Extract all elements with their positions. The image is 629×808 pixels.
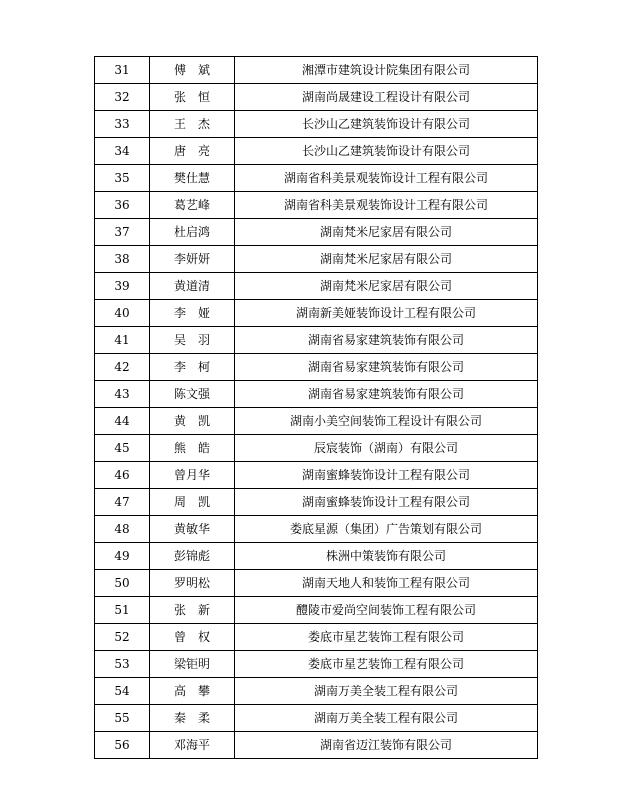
organization-cell: 娄底市星艺装饰工程有限公司 xyxy=(235,624,538,651)
row-number-cell: 31 xyxy=(95,57,150,84)
person-name-cell: 彭锦彪 xyxy=(150,543,235,570)
organization-cell: 长沙山乙建筑装饰设计有限公司 xyxy=(235,111,538,138)
table-row xyxy=(95,732,538,759)
table-row xyxy=(95,435,538,462)
organization-cell: 娄底星源（集团）广告策划有限公司 xyxy=(235,516,538,543)
row-number-cell: 56 xyxy=(95,732,150,759)
person-name-cell: 李 柯 xyxy=(150,354,235,381)
table-row xyxy=(95,516,538,543)
table-row xyxy=(95,678,538,705)
organization-cell: 株洲中策装饰有限公司 xyxy=(235,543,538,570)
table-row xyxy=(95,489,538,516)
row-number-cell: 37 xyxy=(95,219,150,246)
row-number-cell: 50 xyxy=(95,570,150,597)
organization-cell: 湖南省迈江装饰有限公司 xyxy=(235,732,538,759)
table-row xyxy=(95,543,538,570)
table-row xyxy=(95,246,538,273)
person-name-cell: 高 攀 xyxy=(150,678,235,705)
organization-cell: 湖南天地人和装饰工程有限公司 xyxy=(235,570,538,597)
row-number-cell: 44 xyxy=(95,408,150,435)
organization-cell: 湖南蜜蜂装饰设计工程有限公司 xyxy=(235,489,538,516)
person-name-cell: 陈文强 xyxy=(150,381,235,408)
person-name-cell: 李妍妍 xyxy=(150,246,235,273)
person-name-cell: 熊 皓 xyxy=(150,435,235,462)
organization-cell: 湖南万美全装工程有限公司 xyxy=(235,678,538,705)
table-row xyxy=(95,300,538,327)
table-row xyxy=(95,651,538,678)
person-name-cell: 黄敏华 xyxy=(150,516,235,543)
person-name-cell: 梁钜明 xyxy=(150,651,235,678)
person-name-cell: 张 恒 xyxy=(150,84,235,111)
person-name-cell: 王 杰 xyxy=(150,111,235,138)
table-row xyxy=(95,138,538,165)
organization-cell: 湘潭市建筑设计院集团有限公司 xyxy=(235,57,538,84)
roster-table-body xyxy=(95,57,538,759)
organization-cell: 湖南梵米尼家居有限公司 xyxy=(235,246,538,273)
organization-cell: 湖南省易家建筑装饰有限公司 xyxy=(235,354,538,381)
row-number-cell: 35 xyxy=(95,165,150,192)
person-name-cell: 黄 凯 xyxy=(150,408,235,435)
row-number-cell: 52 xyxy=(95,624,150,651)
person-name-cell: 曾 权 xyxy=(150,624,235,651)
organization-cell: 醴陵市爱尚空间装饰工程有限公司 xyxy=(235,597,538,624)
table-row xyxy=(95,624,538,651)
row-number-cell: 38 xyxy=(95,246,150,273)
row-number-cell: 55 xyxy=(95,705,150,732)
row-number-cell: 40 xyxy=(95,300,150,327)
organization-cell: 湖南省易家建筑装饰有限公司 xyxy=(235,327,538,354)
person-name-cell: 樊仕慧 xyxy=(150,165,235,192)
table-row xyxy=(95,219,538,246)
table-row xyxy=(95,570,538,597)
row-number-cell: 46 xyxy=(95,462,150,489)
organization-cell: 湖南省科美景观装饰设计工程有限公司 xyxy=(235,165,538,192)
table-row xyxy=(95,111,538,138)
person-name-cell: 周 凯 xyxy=(150,489,235,516)
row-number-cell: 32 xyxy=(95,84,150,111)
person-name-cell: 邓海平 xyxy=(150,732,235,759)
row-number-cell: 43 xyxy=(95,381,150,408)
organization-cell: 湖南新美娅装饰设计工程有限公司 xyxy=(235,300,538,327)
table-row xyxy=(95,597,538,624)
organization-cell: 湖南小美空间装饰工程设计有限公司 xyxy=(235,408,538,435)
table-row xyxy=(95,462,538,489)
person-name-cell: 杜启鸿 xyxy=(150,219,235,246)
table-row xyxy=(95,273,538,300)
organization-cell: 湖南梵米尼家居有限公司 xyxy=(235,273,538,300)
row-number-cell: 48 xyxy=(95,516,150,543)
table-row xyxy=(95,381,538,408)
row-number-cell: 49 xyxy=(95,543,150,570)
person-name-cell: 秦 柔 xyxy=(150,705,235,732)
person-name-cell: 张 新 xyxy=(150,597,235,624)
row-number-cell: 53 xyxy=(95,651,150,678)
row-number-cell: 54 xyxy=(95,678,150,705)
table-row xyxy=(95,705,538,732)
row-number-cell: 42 xyxy=(95,354,150,381)
roster-table xyxy=(94,56,538,759)
organization-cell: 湖南省易家建筑装饰有限公司 xyxy=(235,381,538,408)
row-number-cell: 33 xyxy=(95,111,150,138)
person-name-cell: 葛艺峰 xyxy=(150,192,235,219)
table-row xyxy=(95,57,538,84)
row-number-cell: 36 xyxy=(95,192,150,219)
row-number-cell: 45 xyxy=(95,435,150,462)
organization-cell: 湖南蜜蜂装饰设计工程有限公司 xyxy=(235,462,538,489)
person-name-cell: 罗明松 xyxy=(150,570,235,597)
organization-cell: 湖南省科美景观装饰设计工程有限公司 xyxy=(235,192,538,219)
organization-cell: 湖南万美全装工程有限公司 xyxy=(235,705,538,732)
table-row xyxy=(95,354,538,381)
organization-cell: 娄底市星艺装饰工程有限公司 xyxy=(235,651,538,678)
organization-cell: 湖南梵米尼家居有限公司 xyxy=(235,219,538,246)
row-number-cell: 34 xyxy=(95,138,150,165)
person-name-cell: 曾月华 xyxy=(150,462,235,489)
person-name-cell: 傅 斌 xyxy=(150,57,235,84)
table-row xyxy=(95,84,538,111)
row-number-cell: 51 xyxy=(95,597,150,624)
organization-cell: 长沙山乙建筑装饰设计有限公司 xyxy=(235,138,538,165)
person-name-cell: 李 娅 xyxy=(150,300,235,327)
person-name-cell: 唐 亮 xyxy=(150,138,235,165)
row-number-cell: 41 xyxy=(95,327,150,354)
row-number-cell: 39 xyxy=(95,273,150,300)
organization-cell: 辰宸装饰（湖南）有限公司 xyxy=(235,435,538,462)
table-row xyxy=(95,192,538,219)
person-name-cell: 黄道清 xyxy=(150,273,235,300)
table-row xyxy=(95,327,538,354)
table-row xyxy=(95,165,538,192)
table-row xyxy=(95,408,538,435)
row-number-cell: 47 xyxy=(95,489,150,516)
organization-cell: 湖南尚晟建设工程设计有限公司 xyxy=(235,84,538,111)
person-name-cell: 吴 羽 xyxy=(150,327,235,354)
